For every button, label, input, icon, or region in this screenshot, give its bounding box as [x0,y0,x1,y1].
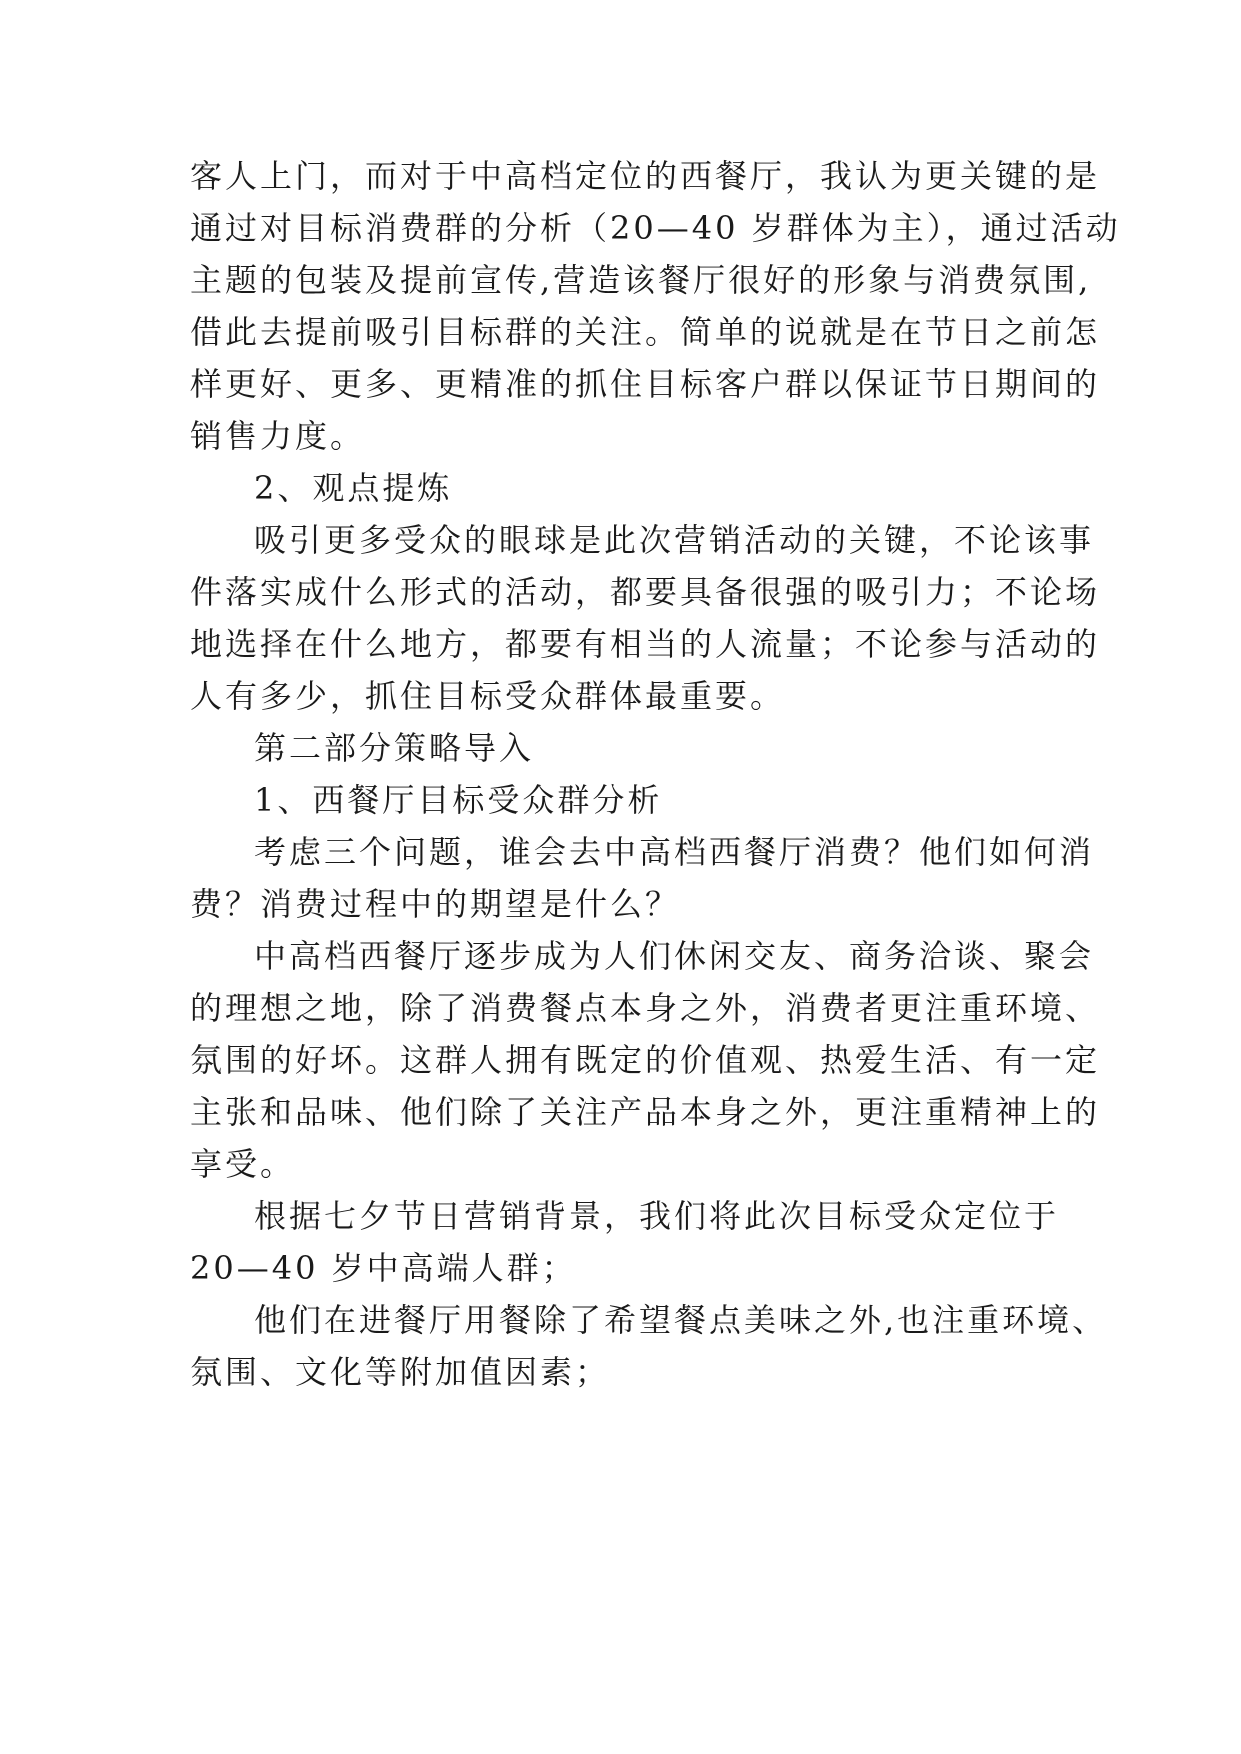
text-line: 考虑三个问题，谁会去中高档西餐厅消费？他们如何消 [254,833,1095,871]
section-heading: 2、观点提炼 [254,469,453,507]
text-line: 氛围的好坏。这群人拥有既定的价值观、热爱生活、有一定 [190,1041,1101,1079]
text-line: 人有多少，抓住目标受众群体最重要。 [190,677,786,715]
text-line: 氛围、文化等附加值因素； [190,1353,611,1391]
text-line: 享受。 [190,1145,296,1183]
text-line: 借此去提前吸引目标群的关注。简单的说就是在节日之前怎 [190,313,1101,351]
text-line: 地选择在什么地方，都要有相当的人流量；不论参与活动的 [190,625,1101,663]
text-line: 样更好、更多、更精准的抓住目标客户群以保证节日期间的 [190,365,1101,403]
text-line: 中高档西餐厅逐步成为人们休闲交友、商务洽谈、聚会 [254,937,1095,975]
text-line: 根据七夕节日营销背景，我们将此次目标受众定位于 [254,1197,1060,1235]
section-heading: 1、西餐厅目标受众群分析 [254,781,663,819]
text-line: 主张和品味、他们除了关注产品本身之外，更注重精神上的 [190,1093,1101,1131]
text-line: 费？消费过程中的期望是什么？ [190,885,681,923]
text-line: 销售力度。 [190,417,366,455]
text-line: 20—40 岁中高端人群； [190,1249,577,1287]
text-line: 的理想之地，除了消费餐点本身之外，消费者更注重环境、 [190,989,1101,1027]
text-line: 通过对目标消费群的分析（20—40 岁群体为主），通过活动 [190,209,1121,247]
text-line: 件落实成什么形式的活动，都要具备很强的吸引力；不论场 [190,573,1101,611]
text-line: 主题的包装及提前宣传,营造该餐厅很好的形象与消费氛围, [190,261,1092,299]
part-heading: 第二部分策略导入 [254,729,535,767]
text-line: 吸引更多受众的眼球是此次营销活动的关键，不论该事 [254,521,1095,559]
text-line: 客人上门，而对于中高档定位的西餐厅，我认为更关键的是 [190,157,1101,195]
text-line: 他们在进餐厅用餐除了希望餐点美味之外,也注重环境、 [254,1301,1108,1339]
